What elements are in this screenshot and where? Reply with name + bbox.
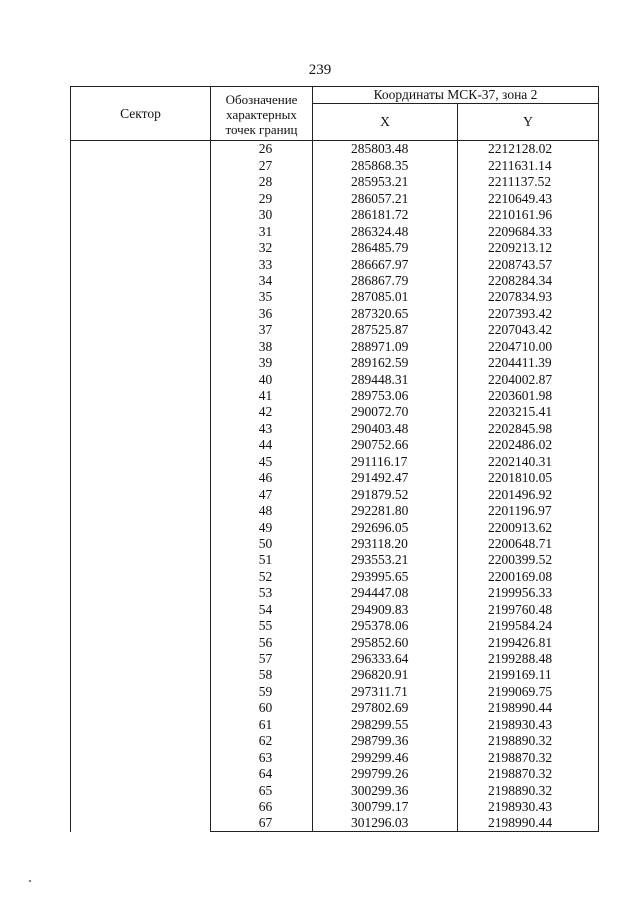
y-coordinate-cell: 2199169.11 bbox=[458, 667, 599, 683]
point-cell: 40 bbox=[211, 371, 313, 387]
point-cell: 31 bbox=[211, 223, 313, 239]
page-number: 239 bbox=[308, 62, 332, 78]
x-coordinate-cell: 293553.21 bbox=[313, 552, 458, 568]
y-coordinate-cell: 2201496.92 bbox=[458, 486, 599, 502]
x-coordinate-cell: 299799.26 bbox=[313, 766, 458, 782]
point-cell: 32 bbox=[211, 240, 313, 256]
point-cell: 30 bbox=[211, 207, 313, 223]
y-coordinate-cell: 2204710.00 bbox=[458, 338, 599, 354]
y-coordinate-cell: 2198990.44 bbox=[458, 700, 599, 716]
y-coordinate-cell: 2210649.43 bbox=[458, 190, 599, 206]
point-cell: 63 bbox=[211, 749, 313, 765]
y-coordinate-cell: 2204411.39 bbox=[458, 355, 599, 371]
point-cell: 36 bbox=[211, 305, 313, 321]
y-coordinate-cell: 2201196.97 bbox=[458, 503, 599, 519]
x-coordinate-cell: 293995.65 bbox=[313, 568, 458, 584]
y-coordinate-cell: 2201810.05 bbox=[458, 470, 599, 486]
point-cell: 62 bbox=[211, 733, 313, 749]
x-coordinate-cell: 296333.64 bbox=[313, 651, 458, 667]
point-cell: 57 bbox=[211, 651, 313, 667]
x-coordinate-cell: 298799.36 bbox=[313, 733, 458, 749]
header-point-line-1: Обозначение bbox=[225, 91, 298, 107]
x-coordinate-cell: 287320.65 bbox=[313, 305, 458, 321]
y-coordinate-cell: 2198890.32 bbox=[458, 733, 599, 749]
x-coordinate-cell: 287525.87 bbox=[313, 322, 458, 338]
point-cell: 28 bbox=[211, 174, 313, 190]
x-coordinate-cell: 287085.01 bbox=[313, 289, 458, 305]
y-coordinate-cell: 2207043.42 bbox=[458, 322, 599, 338]
header-point-line-2: характерных bbox=[226, 106, 297, 122]
point-cell: 47 bbox=[211, 486, 313, 502]
coordinates-table bbox=[70, 86, 599, 832]
point-cell: 48 bbox=[211, 503, 313, 519]
x-coordinate-cell: 295852.60 bbox=[313, 634, 458, 650]
y-coordinate-cell: 2199426.81 bbox=[458, 634, 599, 650]
point-cell: 67 bbox=[211, 815, 313, 832]
y-coordinate-cell: 2198930.43 bbox=[458, 799, 599, 815]
point-cell: 27 bbox=[211, 157, 313, 173]
y-coordinate-cell: 2207393.42 bbox=[458, 305, 599, 321]
y-coordinate-cell: 2198990.44 bbox=[458, 815, 599, 832]
x-coordinate-cell: 291492.47 bbox=[313, 470, 458, 486]
table-body bbox=[71, 141, 599, 832]
y-coordinate-cell: 2203601.98 bbox=[458, 388, 599, 404]
y-coordinate-cell: 2200913.62 bbox=[458, 519, 599, 535]
x-coordinate-cell: 286324.48 bbox=[313, 223, 458, 239]
scan-speck bbox=[29, 880, 31, 882]
x-coordinate-cell: 285868.35 bbox=[313, 157, 458, 173]
x-coordinate-cell: 290072.70 bbox=[313, 404, 458, 420]
point-cell: 34 bbox=[211, 273, 313, 289]
x-coordinate-cell: 290403.48 bbox=[313, 420, 458, 436]
x-coordinate-cell: 285953.21 bbox=[313, 174, 458, 190]
x-coordinate-cell: 300799.17 bbox=[313, 799, 458, 815]
point-cell: 33 bbox=[211, 256, 313, 272]
y-coordinate-cell: 2204002.87 bbox=[458, 371, 599, 387]
point-cell: 52 bbox=[211, 568, 313, 584]
point-cell: 55 bbox=[211, 618, 313, 634]
header-point-designation bbox=[211, 87, 313, 141]
y-coordinate-cell: 2208284.34 bbox=[458, 273, 599, 289]
x-coordinate-cell: 290752.66 bbox=[313, 437, 458, 453]
x-coordinate-cell: 298299.55 bbox=[313, 716, 458, 732]
point-cell: 43 bbox=[211, 420, 313, 436]
point-cell: 60 bbox=[211, 700, 313, 716]
point-cell: 37 bbox=[211, 322, 313, 338]
point-cell: 65 bbox=[211, 782, 313, 798]
point-cell: 29 bbox=[211, 190, 313, 206]
y-coordinate-cell: 2202140.31 bbox=[458, 453, 599, 469]
y-coordinate-cell: 2200399.52 bbox=[458, 552, 599, 568]
x-coordinate-cell: 294909.83 bbox=[313, 601, 458, 617]
y-coordinate-cell: 2198890.32 bbox=[458, 782, 599, 798]
header-coordinates: Координаты МСК-37, зона 2 bbox=[313, 87, 599, 104]
x-coordinate-cell: 294447.08 bbox=[313, 585, 458, 601]
x-coordinate-cell: 292281.80 bbox=[313, 503, 458, 519]
point-cell: 38 bbox=[211, 338, 313, 354]
point-cell: 46 bbox=[211, 470, 313, 486]
point-cell: 64 bbox=[211, 766, 313, 782]
point-cell: 44 bbox=[211, 437, 313, 453]
x-coordinate-cell: 286181.72 bbox=[313, 207, 458, 223]
x-coordinate-cell: 289753.06 bbox=[313, 388, 458, 404]
y-coordinate-cell: 2198870.32 bbox=[458, 766, 599, 782]
y-coordinate-cell: 2209213.12 bbox=[458, 240, 599, 256]
point-cell: 50 bbox=[211, 536, 313, 552]
x-coordinate-cell: 288971.09 bbox=[313, 338, 458, 354]
x-coordinate-cell: 301296.03 bbox=[313, 815, 458, 832]
point-cell: 41 bbox=[211, 388, 313, 404]
sector-cell bbox=[71, 141, 211, 832]
point-cell: 58 bbox=[211, 667, 313, 683]
y-coordinate-cell: 2207834.93 bbox=[458, 289, 599, 305]
x-coordinate-cell: 289162.59 bbox=[313, 355, 458, 371]
y-coordinate-cell: 2208743.57 bbox=[458, 256, 599, 272]
y-coordinate-cell: 2202486.02 bbox=[458, 437, 599, 453]
x-coordinate-cell: 289448.31 bbox=[313, 371, 458, 387]
x-coordinate-cell: 296820.91 bbox=[313, 667, 458, 683]
point-cell: 61 bbox=[211, 716, 313, 732]
point-cell: 26 bbox=[211, 141, 313, 158]
y-coordinate-cell: 2209684.33 bbox=[458, 223, 599, 239]
x-coordinate-cell: 299299.46 bbox=[313, 749, 458, 765]
y-coordinate-cell: 2210161.96 bbox=[458, 207, 599, 223]
x-coordinate-cell: 295378.06 bbox=[313, 618, 458, 634]
y-coordinate-cell: 2199069.75 bbox=[458, 683, 599, 699]
point-cell: 42 bbox=[211, 404, 313, 420]
y-coordinate-cell: 2198870.32 bbox=[458, 749, 599, 765]
x-coordinate-cell: 291116.17 bbox=[313, 453, 458, 469]
y-coordinate-cell: 2211631.14 bbox=[458, 157, 599, 173]
point-cell: 39 bbox=[211, 355, 313, 371]
point-cell: 53 bbox=[211, 585, 313, 601]
x-coordinate-cell: 286057.21 bbox=[313, 190, 458, 206]
x-coordinate-cell: 285803.48 bbox=[313, 141, 458, 158]
point-cell: 59 bbox=[211, 683, 313, 699]
y-coordinate-cell: 2198930.43 bbox=[458, 716, 599, 732]
x-coordinate-cell: 297802.69 bbox=[313, 700, 458, 716]
y-coordinate-cell: 2199760.48 bbox=[458, 601, 599, 617]
x-coordinate-cell: 297311.71 bbox=[313, 683, 458, 699]
x-coordinate-cell: 292696.05 bbox=[313, 519, 458, 535]
point-cell: 54 bbox=[211, 601, 313, 617]
header-sector: Сектор bbox=[71, 87, 211, 141]
y-coordinate-cell: 2203215.41 bbox=[458, 404, 599, 420]
point-cell: 66 bbox=[211, 799, 313, 815]
header-x: X bbox=[313, 104, 458, 141]
point-cell: 51 bbox=[211, 552, 313, 568]
x-coordinate-cell: 286667.97 bbox=[313, 256, 458, 272]
point-cell: 35 bbox=[211, 289, 313, 305]
y-coordinate-cell: 2212128.02 bbox=[458, 141, 599, 158]
header-point-line-3: точек границ bbox=[225, 121, 298, 137]
y-coordinate-cell: 2200169.08 bbox=[458, 568, 599, 584]
y-coordinate-cell: 2199288.48 bbox=[458, 651, 599, 667]
y-coordinate-cell: 2202845.98 bbox=[458, 420, 599, 436]
point-cell: 56 bbox=[211, 634, 313, 650]
y-coordinate-cell: 2211137.52 bbox=[458, 174, 599, 190]
y-coordinate-cell: 2200648.71 bbox=[458, 536, 599, 552]
x-coordinate-cell: 293118.20 bbox=[313, 536, 458, 552]
x-coordinate-cell: 291879.52 bbox=[313, 486, 458, 502]
point-cell: 49 bbox=[211, 519, 313, 535]
header-y: Y bbox=[458, 104, 599, 141]
x-coordinate-cell: 300299.36 bbox=[313, 782, 458, 798]
x-coordinate-cell: 286867.79 bbox=[313, 273, 458, 289]
y-coordinate-cell: 2199584.24 bbox=[458, 618, 599, 634]
x-coordinate-cell: 286485.79 bbox=[313, 240, 458, 256]
table-row bbox=[71, 141, 599, 158]
y-coordinate-cell: 2199956.33 bbox=[458, 585, 599, 601]
point-cell: 45 bbox=[211, 453, 313, 469]
